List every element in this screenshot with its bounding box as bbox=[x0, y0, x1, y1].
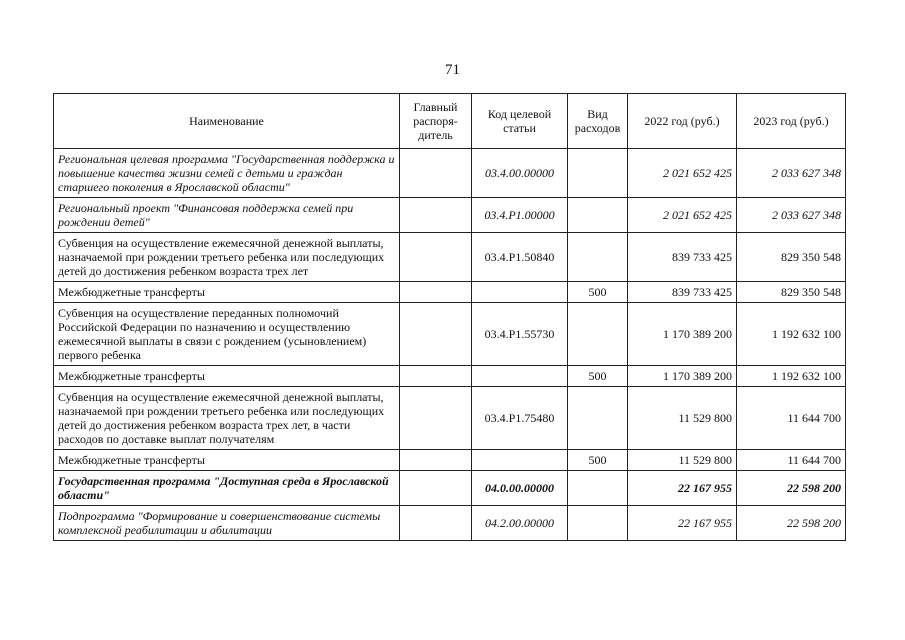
row-kind-cell bbox=[568, 387, 628, 450]
row-kind-cell bbox=[568, 149, 628, 198]
row-2022-cell: 1 170 389 200 bbox=[628, 303, 737, 366]
budget-table bbox=[53, 93, 846, 541]
column-header-admin: Главный распоря-дитель bbox=[400, 94, 472, 149]
row-2023-cell: 22 598 200 bbox=[737, 506, 846, 541]
row-2023-cell: 11 644 700 bbox=[737, 387, 846, 450]
row-2023-cell: 2 033 627 348 bbox=[737, 198, 846, 233]
row-name-cell: Субвенция на осуществление ежемесячной денежной выплаты, назначаемой при рождении третьего ребенка или последующих детей до достижения ребенком возраста трех лет, в части расходов по доставке выплат получателям bbox=[54, 387, 400, 450]
row-code-cell: 03.4.00.00000 bbox=[472, 149, 568, 198]
row-admin-cell bbox=[400, 366, 472, 387]
row-kind-cell: 500 bbox=[568, 366, 628, 387]
row-code-cell bbox=[472, 366, 568, 387]
row-kind-cell: 500 bbox=[568, 282, 628, 303]
table-row bbox=[54, 233, 846, 282]
row-code-cell: 03.4.P1.00000 bbox=[472, 198, 568, 233]
row-name-cell: Государственная программа "Доступная среда в Ярославской области" bbox=[54, 471, 400, 506]
row-name-cell: Субвенция на осуществление ежемесячной денежной выплаты, назначаемой при рождении третьего ребенка или последующих детей до достижения ребенком возраста трех лет bbox=[54, 233, 400, 282]
row-admin-cell bbox=[400, 303, 472, 366]
row-2023-cell: 829 350 548 bbox=[737, 233, 846, 282]
table-row bbox=[54, 387, 846, 450]
row-2022-cell: 839 733 425 bbox=[628, 282, 737, 303]
row-kind-cell bbox=[568, 303, 628, 366]
row-name-cell: Субвенция на осуществление переданных полномочий Российской Федерации по назначению и осуществлению ежемесячной выплаты в связи с рождением (усыновлением) первого ребенка bbox=[54, 303, 400, 366]
row-admin-cell bbox=[400, 450, 472, 471]
row-name-cell: Межбюджетные трансферты bbox=[54, 450, 400, 471]
column-header-2022: 2022 год (руб.) bbox=[628, 94, 737, 149]
row-2022-cell: 11 529 800 bbox=[628, 387, 737, 450]
row-name-cell: Региональная целевая программа "Государственная поддержка и повышение качества жизни семей с детьми и граждан старшего поколения в Ярославской области" bbox=[54, 149, 400, 198]
table-row bbox=[54, 506, 846, 541]
row-code-cell: 03.4.P1.55730 bbox=[472, 303, 568, 366]
row-2022-cell: 22 167 955 bbox=[628, 506, 737, 541]
row-2023-cell: 1 192 632 100 bbox=[737, 303, 846, 366]
row-kind-cell: 500 bbox=[568, 450, 628, 471]
row-name-cell: Подпрограмма "Формирование и совершенствование системы комплексной реабилитации и абилитации bbox=[54, 506, 400, 541]
row-admin-cell bbox=[400, 149, 472, 198]
row-2023-cell: 2 033 627 348 bbox=[737, 149, 846, 198]
row-2023-cell: 22 598 200 bbox=[737, 471, 846, 506]
row-admin-cell bbox=[400, 233, 472, 282]
row-code-cell: 03.4.P1.50840 bbox=[472, 233, 568, 282]
row-2022-cell: 11 529 800 bbox=[628, 450, 737, 471]
row-2023-cell: 1 192 632 100 bbox=[737, 366, 846, 387]
column-header-code: Код целевой статьи bbox=[472, 94, 568, 149]
row-2023-cell: 11 644 700 bbox=[737, 450, 846, 471]
row-kind-cell bbox=[568, 233, 628, 282]
table-row bbox=[54, 366, 846, 387]
row-2022-cell: 2 021 652 425 bbox=[628, 198, 737, 233]
row-kind-cell bbox=[568, 471, 628, 506]
table-row bbox=[54, 471, 846, 506]
row-2022-cell: 22 167 955 bbox=[628, 471, 737, 506]
row-name-cell: Межбюджетные трансферты bbox=[54, 282, 400, 303]
row-2022-cell: 2 021 652 425 bbox=[628, 149, 737, 198]
row-name-cell: Межбюджетные трансферты bbox=[54, 366, 400, 387]
row-2022-cell: 1 170 389 200 bbox=[628, 366, 737, 387]
row-admin-cell bbox=[400, 471, 472, 506]
column-header-name: Наименование bbox=[54, 94, 400, 149]
table-row bbox=[54, 282, 846, 303]
row-code-cell: 03.4.P1.75480 bbox=[472, 387, 568, 450]
row-admin-cell bbox=[400, 282, 472, 303]
table-header-row bbox=[54, 94, 846, 149]
row-code-cell: 04.0.00.00000 bbox=[472, 471, 568, 506]
column-header-kind: Вид расходов bbox=[568, 94, 628, 149]
page-number: 71 bbox=[445, 62, 460, 78]
row-admin-cell bbox=[400, 506, 472, 541]
table-row bbox=[54, 450, 846, 471]
table-row bbox=[54, 198, 846, 233]
row-kind-cell bbox=[568, 198, 628, 233]
row-2023-cell: 829 350 548 bbox=[737, 282, 846, 303]
row-code-cell: 04.2.00.00000 bbox=[472, 506, 568, 541]
table-row bbox=[54, 303, 846, 366]
row-2022-cell: 839 733 425 bbox=[628, 233, 737, 282]
row-kind-cell bbox=[568, 506, 628, 541]
row-name-cell: Региональный проект "Финансовая поддержка семей при рождении детей" bbox=[54, 198, 400, 233]
row-code-cell bbox=[472, 450, 568, 471]
table-row bbox=[54, 149, 846, 198]
column-header-2023: 2023 год (руб.) bbox=[737, 94, 846, 149]
row-admin-cell bbox=[400, 387, 472, 450]
row-code-cell bbox=[472, 282, 568, 303]
row-admin-cell bbox=[400, 198, 472, 233]
